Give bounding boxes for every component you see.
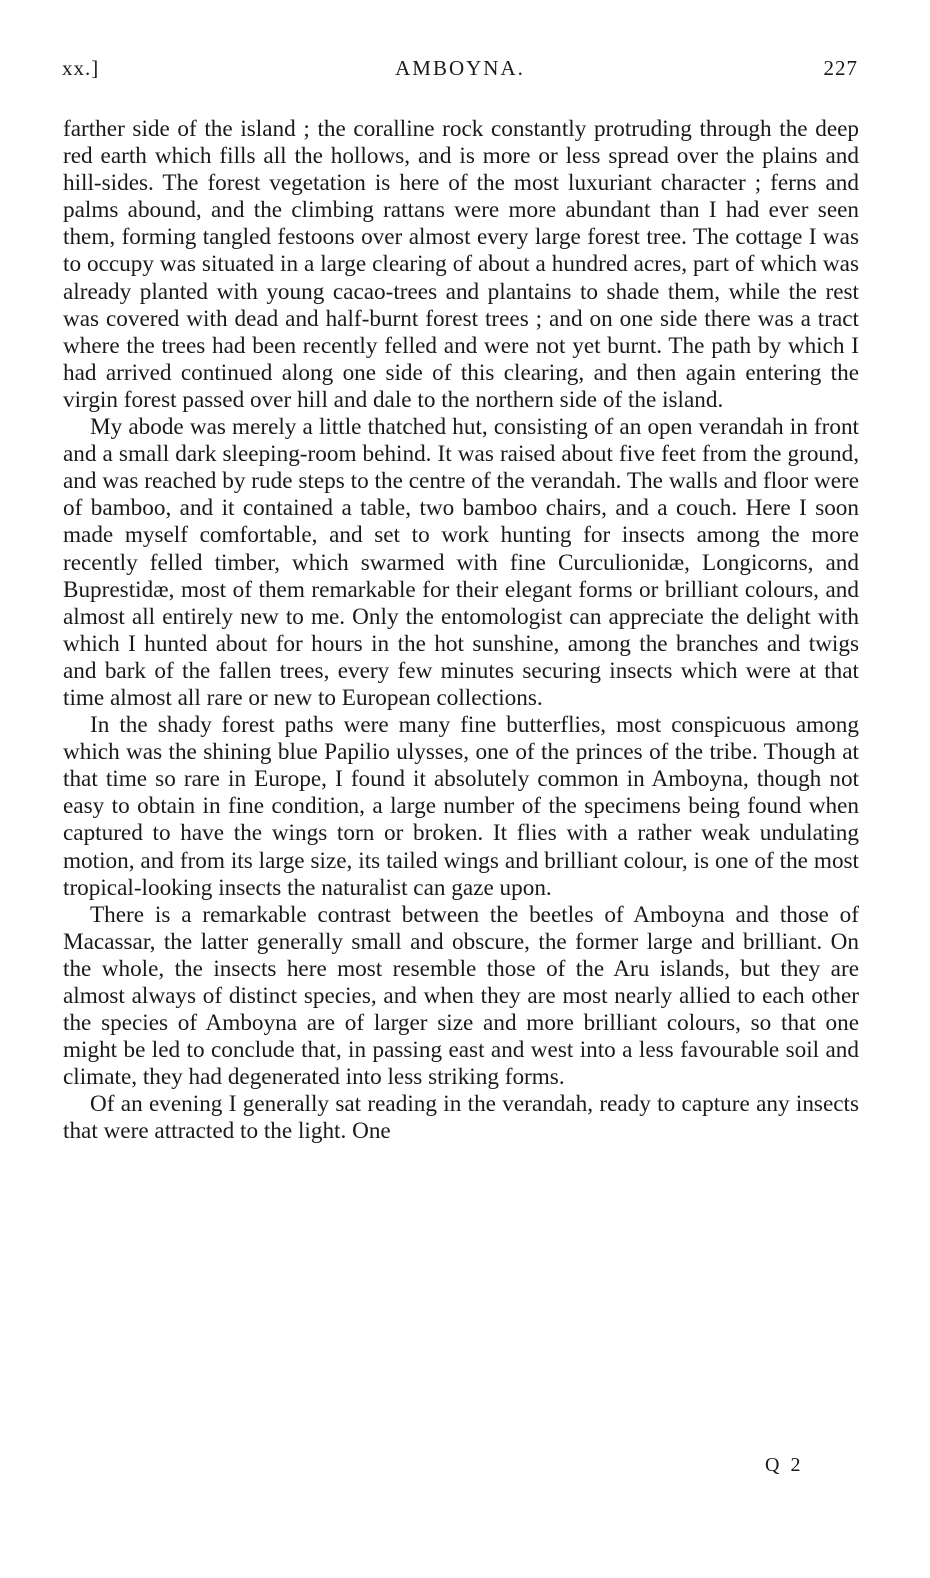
paragraph: farther side of the island ; the coralline rock constantly protruding through the deep red earth which fills all the hollows, and is more or less spread over the plains and hill-sides. The forest vegetation is here of the most luxuriant character ; ferns and palms abound, and the climbing rattans were more abundant than I had ever seen them, forming tangled festoons over almost every large forest tree. The cottage I was to occupy was situated in a large clearing of about a hundred acres, part of which was already planted with young cacao-trees and plantains to shade them, while the rest was covered with dead and half-burnt forest trees ; and on one side there was a tract where the trees had been recently felled and were not yet burnt. The path by which I had arrived continued along one side of this clearing, and then again entering the virgin forest passed over hill and dale to the northern side of the island. [63, 116, 859, 413]
printer-signature-mark: Q 2 [765, 1454, 804, 1476]
paragraph: There is a remarkable contrast between the beetles of Amboyna and those of Macassar, the latter generally small and obscure, the former large and brilliant. On the whole, the insects here most resemble those of the Aru islands, but they are almost always of distinct species, and when they are most nearly allied to each other the species of Amboyna are of larger size and more brilliant colours, so that one might be led to conclude that, in passing east and west into a less favourable soil and climate, they had degenerated into less striking forms. [63, 901, 859, 1091]
paragraph: In the shady forest paths were many fine butterflies, most conspicuous among which was the shining blue Papilio ulysses, one of the princes of the tribe. Though at that time so rare in Europe, I found it absolutely common in Amboyna, though not easy to obtain in fine condition, a large number of the specimens being found when captured to have the wings torn or broken. It flies with a rather weak undulating motion, and from its large size, its tailed wings and brilliant colour, is one of the most tropical-looking insects the naturalist can gaze upon. [63, 712, 859, 901]
page-number: 227 [823, 56, 858, 80]
body-text [63, 116, 859, 1146]
paragraph: My abode was merely a little thatched hut, consisting of an open verandah in front and a small dark sleeping-room behind. It was raised about five feet from the ground, and was reached by rude steps to the centre of the verandah. The walls and floor were of bamboo, and it contained a table, two bamboo chairs, and a couch. Here I soon made myself comfortable, and set to work hunting for insects among the more recently felled timber, which swarmed with fine Curculionidæ, Longicorns, and Buprestidæ, most of them remarkable for their elegant forms or brilliant colours, and almost all entirely new to me. Only the entomologist can appreciate the delight with which I hunted about for hours in the hot sunshine, among the branches and twigs and bark of the fallen trees, every few minutes securing insects which were at that time almost all rare or new to European collections. [63, 414, 859, 711]
chapter-marker: xx.] [62, 56, 100, 80]
running-header [62, 56, 858, 86]
paragraph: Of an evening I generally sat reading in the verandah, ready to capture any insects that were attracted to the light. One [63, 1091, 859, 1145]
running-title: AMBOYNA. [395, 56, 525, 80]
